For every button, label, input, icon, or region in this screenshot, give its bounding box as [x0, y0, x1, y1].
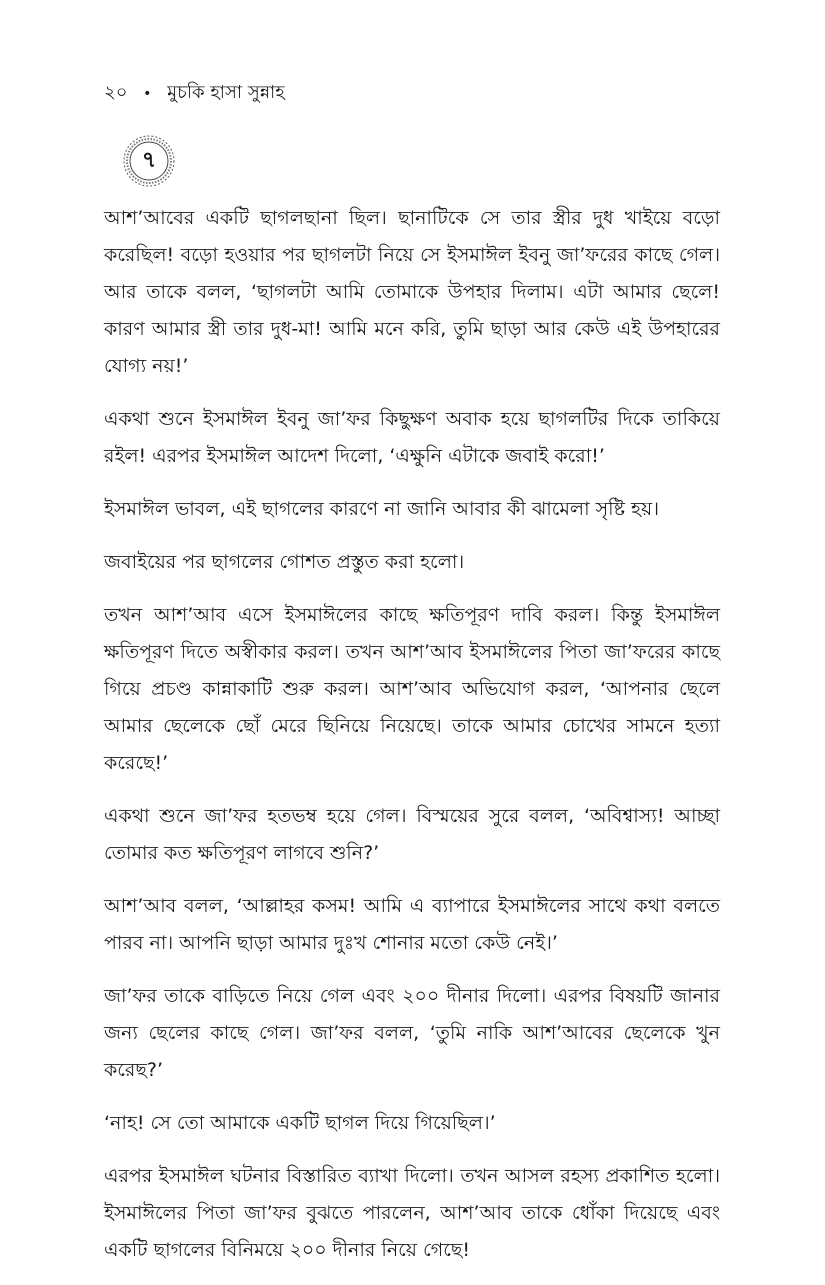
- running-header: [104, 80, 285, 107]
- page-number: ২০: [104, 82, 128, 103]
- paragraph: আশ’আবের একটি ছাগলছানা ছিল। ছানাটিকে সে তার স্ত্রীর দুধ খাইয়ে বড়ো করেছিল! বড়ো হওয়ার পর ছাগলটা নিয়ে সে ইসমাঈল ইবনু জা’ফরের কাছে গেল। আর তাকে বলল, ‘ছাগলটা আমি তোমাকে উপহার দিলাম। এটা আমার ছেলে! কারণ আমার স্ত্রী তার দুধ-মা! আমি মনে করি, তুমি ছাড়া আর কেউ এই উপহারের যোগ্য নয়!’: [104, 207, 720, 377]
- story-number: ৭: [141, 147, 157, 173]
- story-number-badge: [122, 134, 176, 188]
- book-title: মুচকি হাসা সুন্নাহ: [167, 82, 285, 103]
- paragraph: ‘নাহ! সে তো আমাকে একটি ছাগল দিয়ে গিয়েছিল।’: [104, 1112, 496, 1134]
- paragraph: একথা শুনে জা’ফর হতভম্ব হয়ে গেল। বিস্ময়ের সুরে বলল, ‘অবিশ্বাস্য! আচ্ছা তোমার কত ক্ষতিপূরণ লাগবে শুনি?’: [104, 805, 720, 864]
- header-separator: •: [143, 86, 152, 102]
- paragraph: আশ’আব বলল, ‘আল্লাহর কসম! আমি এ ব্যাপারে ইসমাঈলের সাথে কথা বলতে পারব না। আপনি ছাড়া আমার দুঃখ শোনার মতো কেউ নেই।’: [104, 895, 720, 954]
- story-body: [104, 200, 720, 1285]
- paragraph: তখন আশ’আব এসে ইসমাঈলের কাছে ক্ষতিপূরণ দাবি করল। কিন্তু ইসমাঈল ক্ষতিপূরণ দিতে অস্বীকার করল। তখন আশ’আব ইসমাঈলের পিতা জা’ফরের কাছে গিয়ে প্রচণ্ড কান্নাকাটি শুরু করল। আশ’আব অভিযোগ করল, ‘আপনার ছেলে আমার ছেলেকে ছোঁ মেরে ছিনিয়ে নিয়েছে। তাকে আমার চোখের সামনে হত্যা করেছে!’: [104, 604, 720, 774]
- paragraph: ইসমাঈল ভাবল, এই ছাগলের কারণে না জানি আবার কী ঝামেলা সৃষ্টি হয়।: [104, 498, 660, 520]
- paragraph: এরপর ইসমাঈল ঘটনার বিস্তারিত ব্যাখা দিলো। তখন আসল রহস্য প্রকাশিত হলো। ইসমাঈলের পিতা জা’ফর বুঝতে পারলেন, আশ’আব তাকে ধোঁকা দিয়েছে এবং একটি ছাগলের বিনিময়ে ২০০ দীনার নিয়ে গেছে!: [104, 1165, 720, 1261]
- paragraph: জা’ফর তাকে বাড়িতে নিয়ে গেল এবং ২০০ দীনার দিলো। এরপর বিষয়টি জানার জন্য ছেলের কাছে গেল। জা’ফর বলল, ‘তুমি নাকি আশ’আবের ছেলেকে খুন করেছ?’: [104, 985, 720, 1081]
- paragraph: একথা শুনে ইসমাঈল ইবনু জা’ফর কিছুক্ষণ অবাক হয়ে ছাগলটির দিকে তাকিয়ে রইল! এরপর ইসমাঈল আদেশ দিলো, ‘এক্ষুনি এটাকে জবাই করো!’: [104, 408, 720, 467]
- paragraph: জবাইয়ের পর ছাগলের গোশত প্রস্তুত করা হলো।: [104, 551, 465, 573]
